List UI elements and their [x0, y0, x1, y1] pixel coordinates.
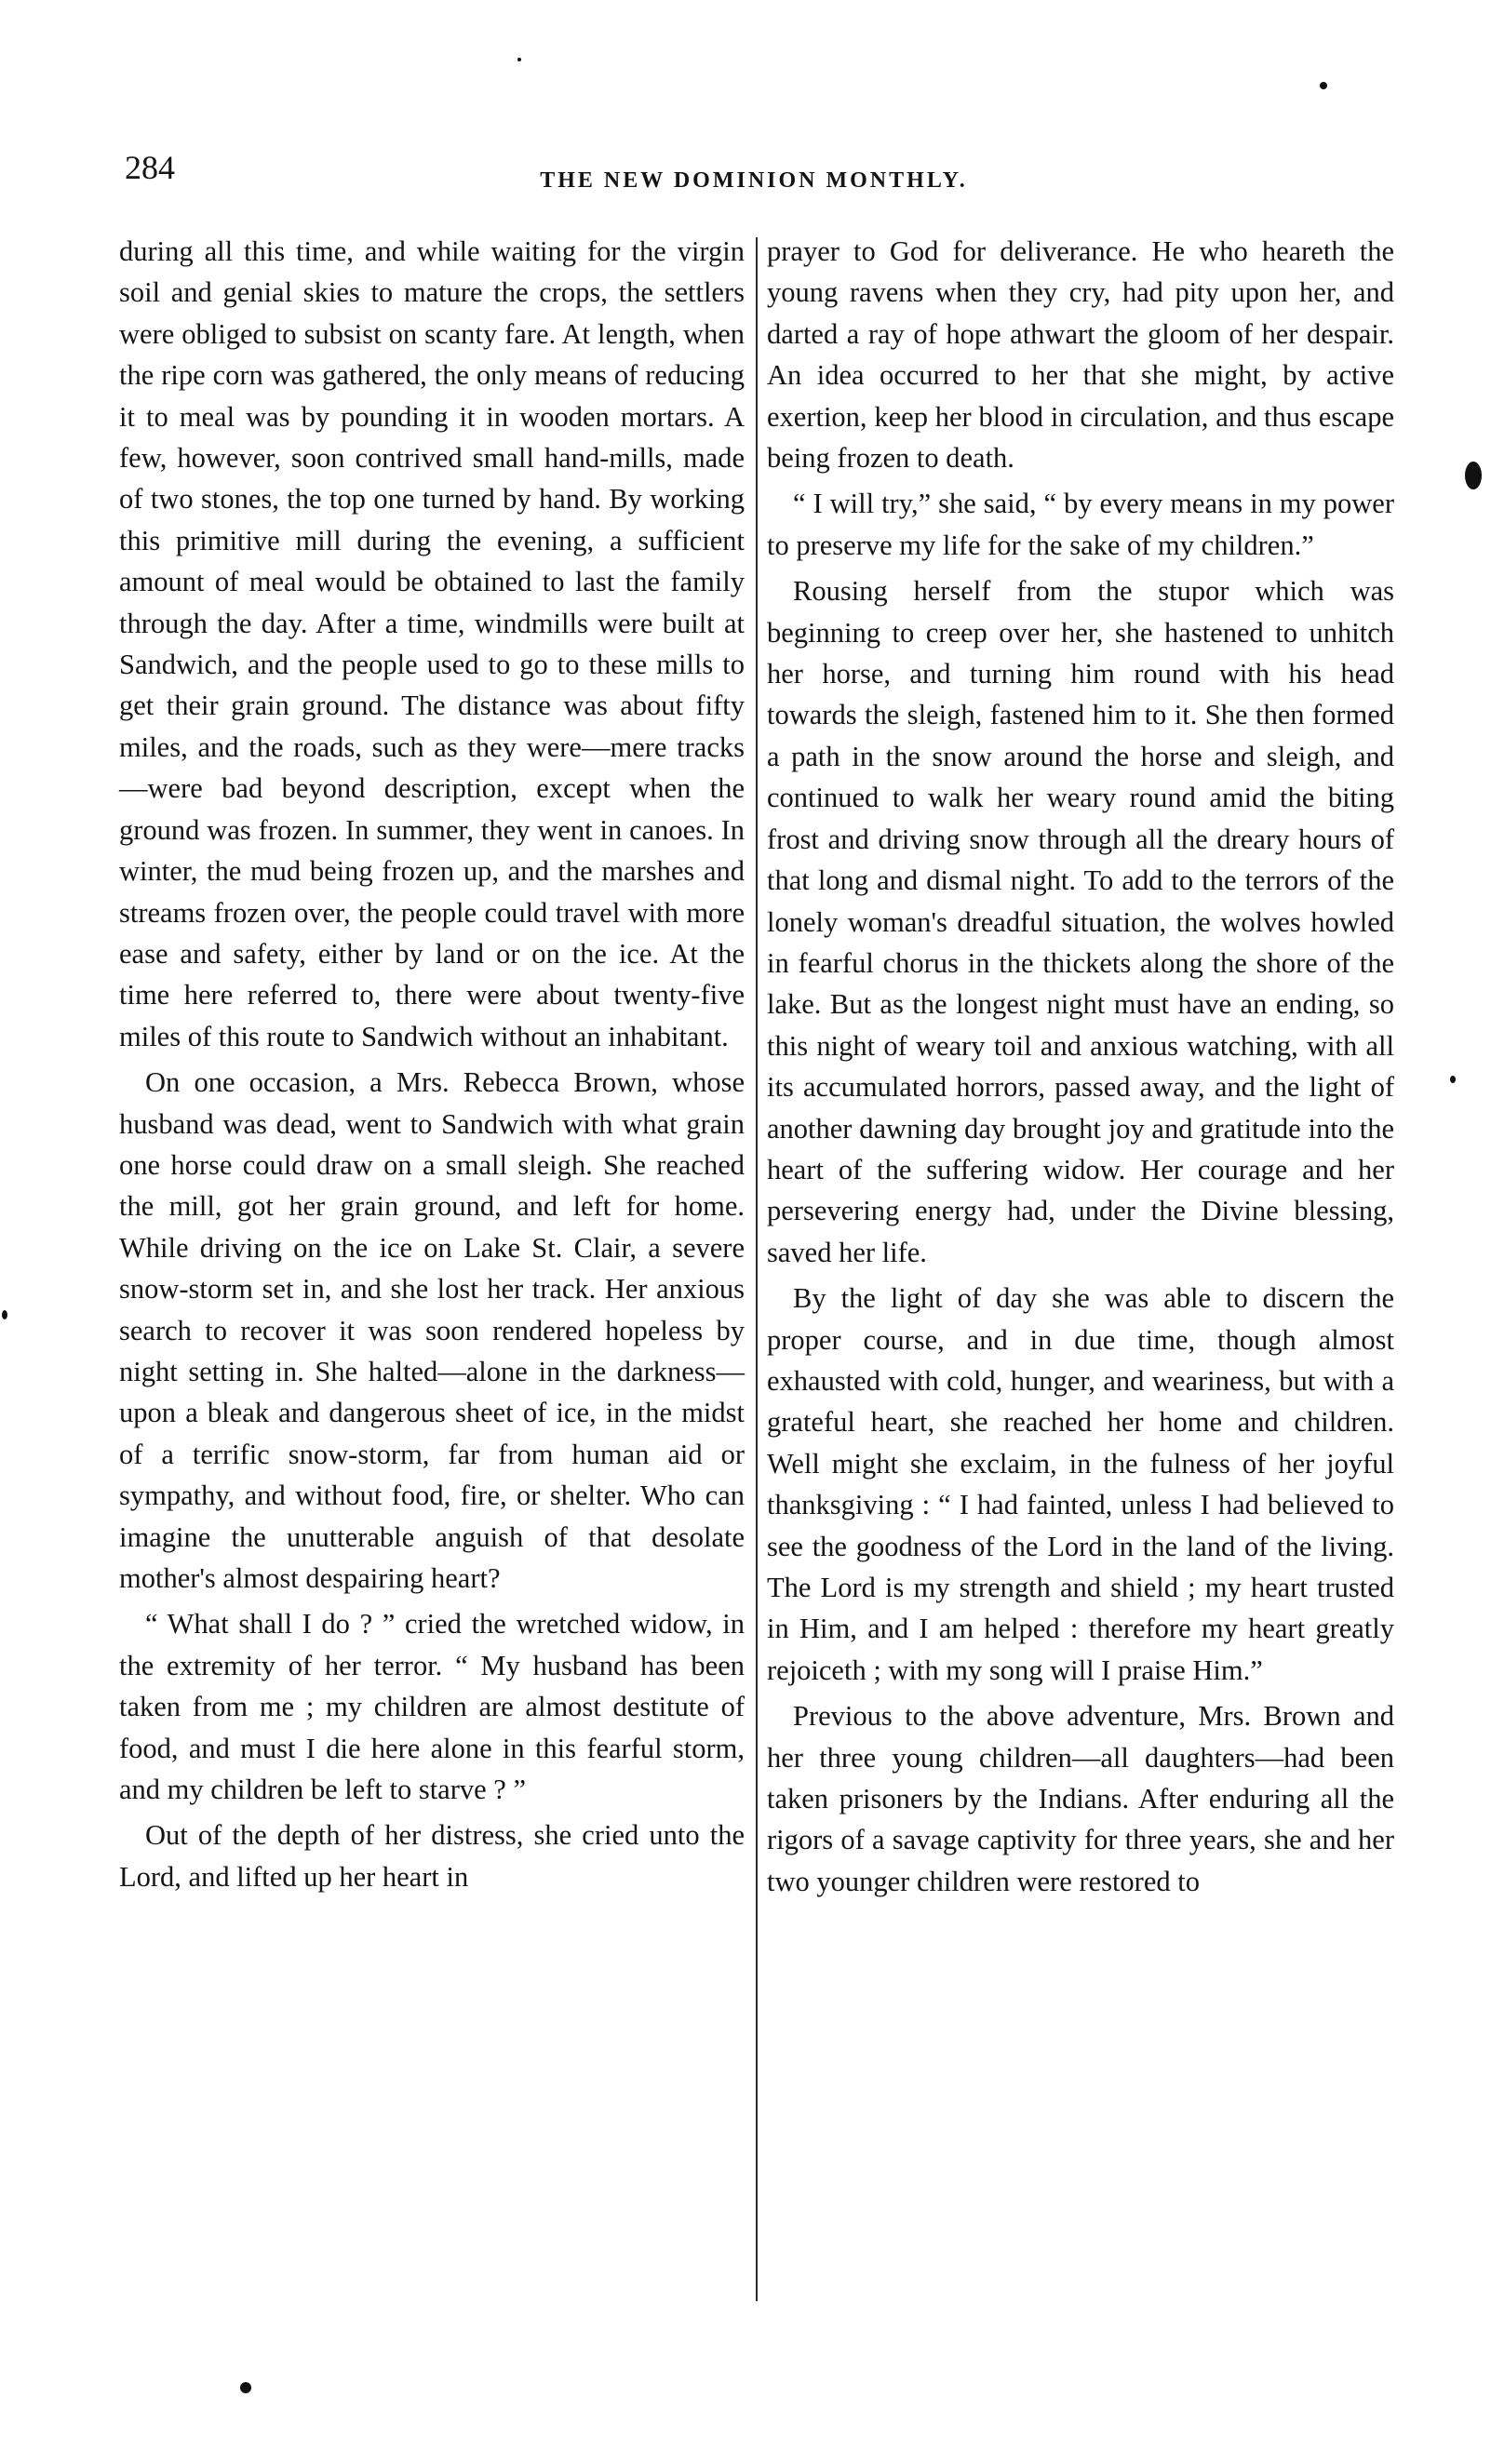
paragraph: By the light of day she was able to discern the proper course, and in due time, though almost exhausted with cold, hunger, and weariness, but with a grateful heart, she reached her home and children. Well might she exclaim, in the fulness of her joyful thanksgiving : “ I had fainted, unless I had believed to see the goodness of the Lord in the land of the living. The Lord is my strength and shield ; my heart trusted in Him, and I am helped : therefore my heart greatly rejoiceth ; with my song will I praise Him.”: [767, 1282, 1394, 1686]
paragraph: prayer to God for deliverance. He who heareth the young ravens when they cry, had pity upon her, and darted a ray of hope athwart the gloom of her despair. An idea occurred to her that she might, by active exertion, keep her blood in circulation, and thus escape being frozen to death.: [767, 235, 1394, 475]
left-column: [119, 231, 745, 1897]
scan-speck: [517, 58, 521, 61]
scan-speck: [2, 1310, 7, 1319]
scan-speck: [1450, 1076, 1456, 1083]
paragraph: On one occasion, a Mrs. Rebecca Brown, whose husband was dead, went to Sandwich with what grain one horse could draw on a small sleigh. She reached the mill, got her grain ground, and left for home. While driving on the ice on Lake St. Clair, a severe snow-storm set in, and she lost her track. Her anxious search to recover it was soon rendered hopeless by night setting in. She halted—alone in the darkness—upon a bleak and dangerous sheet of ice, in the midst of a terrific snow-storm, far from human aid or sympathy, and without food, fire, or shelter. Who can imagine the unutterable anguish of that desolate mother's almost despairing heart?: [119, 1066, 745, 1594]
scan-speck: [1320, 82, 1327, 89]
right-column: [767, 231, 1394, 1902]
running-title: THE NEW DOMINION MONTHLY.: [540, 168, 968, 193]
paragraph: Out of the depth of her distress, she cried unto the Lord, and lifted up her heart in: [119, 1819, 745, 1893]
scan-speck: [1465, 462, 1482, 489]
paragraph: “ What shall I do ? ” cried the wretched widow, in the extremity of her terror. “ My husband has been taken from me ; my children are almost destitute of food, and must I die here alone in this fearful storm, and my children be left to starve ? ”: [119, 1608, 745, 1806]
scan-speck: [240, 2382, 251, 2393]
paragraph: Previous to the above adventure, Mrs. Brown and her three young children—all daughters—had been taken prisoners by the Indians. After enduring all the rigors of a savage captivity for three years, she and her two younger children were restored to: [767, 1700, 1394, 1897]
paragraph: during all this time, and while waiting for the virgin soil and genial skies to mature the crops, the settlers were obliged to subsist on scanty fare. At length, when the ripe corn was gathered, the only means of reducing it to meal was by pounding it in wooden mortars. A few, however, soon contrived small hand-mills, made of two stones, the top one turned by hand. By working this primitive mill during the evening, a sufficient amount of meal would be obtained to last the family through the day. After a time, windmills were built at Sandwich, and the people used to go to these mills to get their grain ground. The distance was about fifty miles, and the roads, such as they were—mere tracks—were bad beyond description, except when the ground was frozen. In summer, they went in canoes. In winter, the mud being frozen up, and the marshes and streams frozen over, the people could travel with more ease and safety, either by land or on the ice. At the time here referred to, there were about twenty-five miles of this route to Sandwich without an inhabitant.: [119, 235, 745, 1052]
paragraph: “ I will try,” she said, “ by every means in my power to preserve my life for the sake of my children.”: [767, 488, 1394, 561]
paragraph: Rousing herself from the stupor which was beginning to creep over her, she hastened to unhitch her horse, and turning him round with his head towards the sleigh, fastened him to it. She then formed a path in the snow around the horse and sleigh, and continued to walk her weary round amid the biting frost and driving snow through all the dreary hours of that long and dismal night. To add to the terrors of the lonely woman's dreadful situation, the wolves howled in fearful chorus in the thickets along the shore of the lake. But as the longest night must have an ending, so this night of weary toil and anxious watching, with all its accumulated horrors, passed away, and the light of another dawning day brought joy and gratitude into the heart of the suffering widow. Her courage and her persevering energy had, under the Divine blessing, saved her life.: [767, 575, 1394, 1268]
column-divider: [756, 237, 758, 2301]
page-number: 284: [125, 149, 175, 186]
